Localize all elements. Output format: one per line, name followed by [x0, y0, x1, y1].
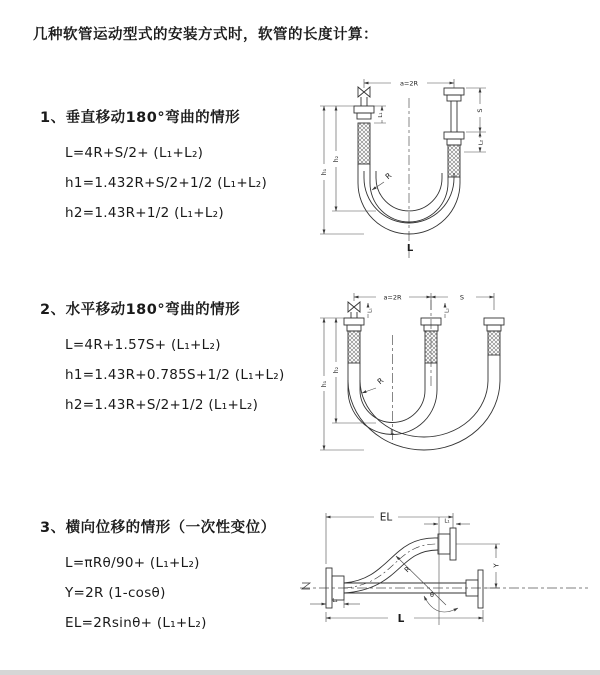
section-horizontal-movement: [40, 298, 310, 420]
formula-line: EL=2Rsinθ+ (L₁+L₂): [65, 615, 207, 631]
dim-label-theta: θ: [430, 591, 434, 599]
diagram-vertical-180-bend: [306, 66, 595, 264]
dim-label-l1: L₁: [367, 308, 374, 313]
flange: [444, 88, 464, 101]
flange: [444, 132, 464, 145]
dim-label-length: L: [406, 243, 414, 254]
flange: [438, 528, 456, 560]
dim-label-length: L: [390, 428, 394, 436]
dim-label-shift: S: [459, 293, 465, 302]
flange: [484, 318, 504, 331]
dim-label-r: R: [383, 170, 394, 182]
dim-label-length: L: [397, 613, 405, 625]
formula-line: h2=1.43R+1/2 (L₁+L₂): [65, 205, 224, 221]
formula-line: h2=1.43R+S/2+1/2 (L₁+L₂): [65, 397, 259, 413]
dim-label-h2: h₂: [333, 155, 340, 163]
hose-braid: [448, 145, 460, 177]
dim-label-y: Y: [492, 563, 501, 568]
section-3-heading: 3、横向位移的情形（一次性变位）: [40, 520, 276, 536]
dim-label-l2: L₂: [332, 598, 338, 604]
dim-label-l1: L₁: [378, 112, 384, 118]
dim-label-span: a=2R: [399, 79, 419, 88]
hose-braid: [348, 331, 360, 363]
dim-label-span: a=2R: [383, 293, 402, 302]
page-edge: [0, 670, 600, 675]
formula-line: L=4R+S/2+ (L₁+L₂): [65, 145, 204, 161]
section-vertical-movement: [40, 106, 310, 228]
hose-braid: [425, 331, 437, 363]
dim-label-l2: L₂: [478, 139, 485, 146]
dimension-lines: [320, 293, 494, 450]
valve-icon: [358, 87, 370, 97]
page-title: 几种软管运动型式的安装方式时，软管的长度计算：: [33, 27, 378, 43]
hose-s-curve: [344, 538, 438, 593]
dim-label-el: EL: [379, 511, 393, 524]
dim-label-h1: h₁: [321, 168, 328, 176]
flange: [466, 570, 483, 608]
section-lateral-displacement: [40, 516, 310, 638]
dim-label-h1: h₁: [321, 380, 328, 388]
formula-line: L=4R+1.57S+ (L₁+L₂): [65, 337, 221, 353]
hose-braid: [358, 123, 370, 164]
hose-u-bend: [348, 355, 500, 450]
formula-line: h1=1.43R+0.785S+1/2 (L₁+L₂): [65, 367, 285, 383]
hose-drawing: [344, 302, 504, 450]
dim-label-r: R: [375, 375, 386, 387]
flange: [344, 318, 364, 331]
diagram-lateral-displacement: [296, 498, 598, 653]
formula-line: Y=2R (1-cosθ): [65, 585, 166, 601]
dim-label-l2: L₂: [444, 308, 451, 313]
dim-label-s: S: [476, 108, 484, 113]
formula-line: h1=1.432R+S/2+1/2 (L₁+L₂): [65, 175, 268, 191]
section-1-heading: 1、垂直移动180°弯曲的情形: [40, 110, 241, 126]
valve-icon: [348, 302, 360, 312]
dim-label-l1: L₁: [444, 518, 450, 525]
flange: [354, 106, 374, 119]
diagram-horizontal-180-bend: [306, 280, 595, 478]
formula-line: L=πRθ/90+ (L₁+L₂): [65, 555, 200, 571]
section-2-heading: 2、水平移动180°弯曲的情形: [40, 302, 241, 318]
dim-label-h2: h₂: [333, 366, 340, 374]
dim-label-r: R: [402, 565, 413, 575]
hose-braid: [488, 331, 500, 355]
